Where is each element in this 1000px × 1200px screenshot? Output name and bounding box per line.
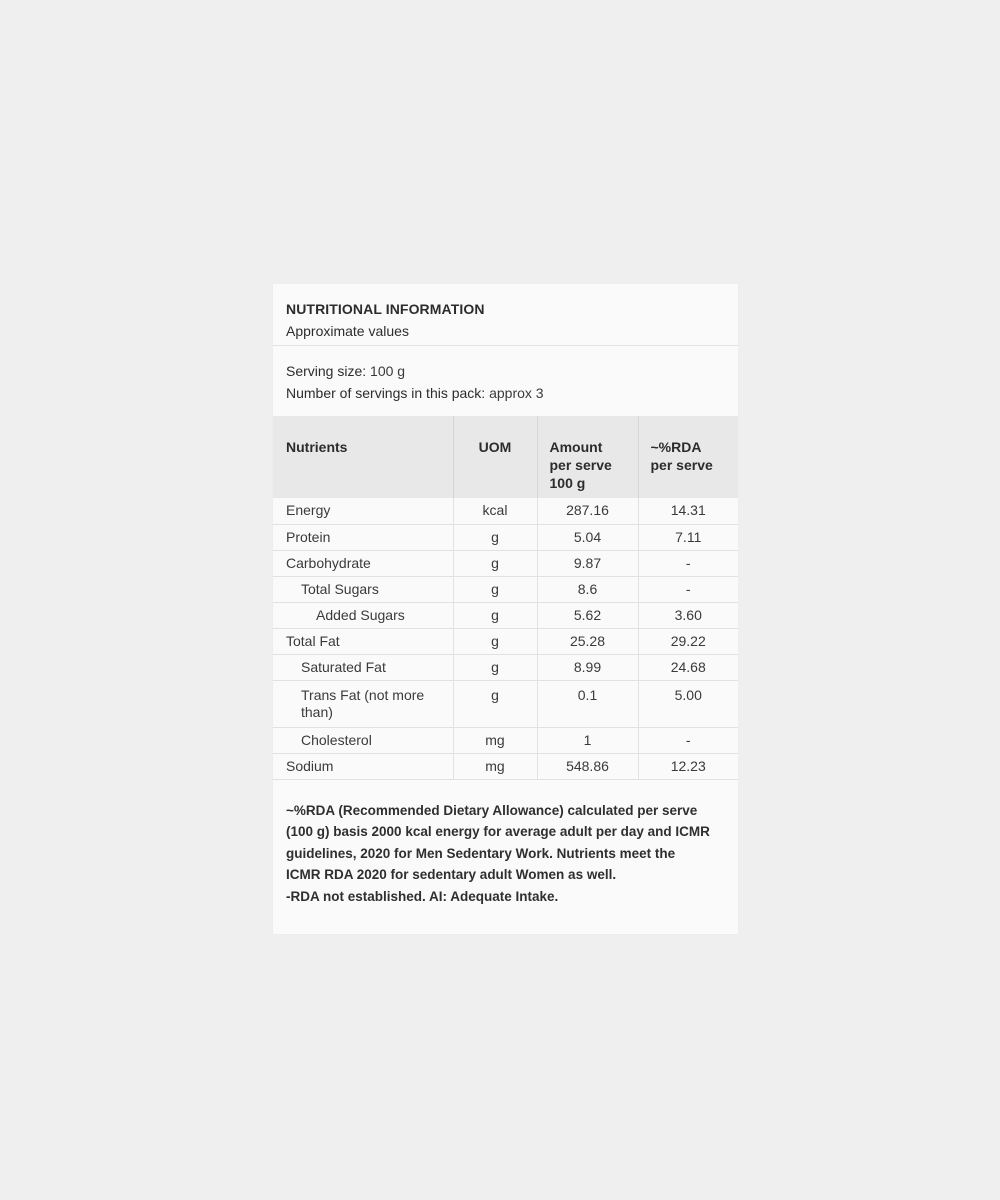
nutrient-amount: 25.28 (537, 628, 638, 654)
footnote-line: ICMR RDA 2020 for sedentary adult Women as well. (286, 867, 617, 882)
nutrient-uom: g (453, 524, 537, 550)
nutrient-uom: g (453, 680, 537, 727)
nutrient-rda: - (638, 727, 738, 753)
column-header-amount: Amount per serve 100 g (537, 416, 638, 498)
table-row (273, 753, 738, 779)
nutrient-name: Trans Fat (not more than) (273, 680, 453, 727)
nutrient-amount: 1 (537, 727, 638, 753)
label-title: NUTRITIONAL INFORMATION (286, 301, 485, 317)
serving-size (286, 360, 725, 382)
nutrient-name: Energy (286, 502, 331, 519)
nutrient-name: Total Fat (273, 628, 453, 654)
footnote-line: -RDA not established. AI: Adequate Intake. (286, 888, 559, 904)
servings-count-label: Number of servings in this pack: (286, 385, 486, 401)
serving-size-label: Serving size: (286, 363, 367, 379)
nutrient-name: Cholesterol (273, 727, 453, 753)
nutrient-amount: 9.87 (537, 550, 638, 576)
label-header (273, 284, 738, 346)
table-row (273, 680, 738, 727)
table-row (273, 602, 738, 628)
nutrient-uom: mg (453, 753, 537, 779)
nutrient-amount: 5.62 (537, 602, 638, 628)
nutrient-uom: mg (453, 727, 537, 753)
table-header-row (273, 416, 738, 498)
nutrient-uom: g (453, 602, 537, 628)
nutrient-rda: 14.31 (638, 498, 738, 524)
label-subtitle: Approximate values (286, 323, 409, 339)
serving-info (273, 346, 738, 416)
serving-size-value: 100 g (370, 363, 406, 379)
footnote-line: guidelines, 2020 for Men Sedentary Work. Nutrients meet the (286, 845, 676, 861)
column-header-rda: ~%RDA per serve (638, 416, 738, 498)
table-row (273, 628, 738, 654)
table-row (273, 524, 738, 550)
nutrient-rda: 3.60 (638, 602, 738, 628)
nutrient-uom: g (453, 628, 537, 654)
nutrition-label (273, 284, 738, 934)
table-row (273, 498, 738, 524)
rda-footnote (273, 780, 738, 908)
nutrient-amount: 0.1 (537, 680, 638, 727)
nutrient-name: Saturated Fat (273, 654, 453, 680)
nutrient-rda: 29.22 (638, 628, 738, 654)
nutrient-name: Total Sugars (273, 576, 453, 602)
nutrient-uom: g (453, 576, 537, 602)
nutrient-rda: - (638, 550, 738, 576)
footnote-line: (100 g) basis 2000 kcal energy for average adult per day and ICMR (286, 824, 710, 839)
nutrient-rda: 24.68 (638, 654, 738, 680)
nutrient-name: Carbohydrate (273, 550, 453, 576)
nutrient-name: Protein (273, 524, 453, 550)
column-header-nutrients: Nutrients (273, 416, 453, 498)
nutrient-rda: 5.00 (638, 680, 738, 727)
nutrient-uom: kcal (453, 498, 537, 524)
table-row (273, 654, 738, 680)
table-row (273, 727, 738, 753)
servings-count (286, 382, 725, 404)
footnote-line: ~%RDA (Recommended Dietary Allowance) calculated per serve (286, 802, 698, 818)
nutrient-rda: 7.11 (638, 524, 738, 550)
nutrient-rda: - (638, 576, 738, 602)
nutrient-amount: 5.04 (537, 524, 638, 550)
table-row (273, 576, 738, 602)
nutrition-table (273, 416, 738, 780)
nutrient-name: Added Sugars (273, 602, 453, 628)
nutrient-uom: g (453, 654, 537, 680)
table-row (273, 550, 738, 576)
nutrient-uom: g (453, 550, 537, 576)
nutrient-amount: 548.86 (537, 753, 638, 779)
servings-count-value: approx 3 (489, 385, 544, 401)
nutrient-amount: 8.99 (537, 654, 638, 680)
nutrient-amount: 8.6 (537, 576, 638, 602)
nutrient-rda: 12.23 (638, 753, 738, 779)
nutrient-amount: 287.16 (537, 498, 638, 524)
column-header-uom: UOM (453, 416, 537, 498)
nutrient-name: Sodium (273, 753, 453, 779)
